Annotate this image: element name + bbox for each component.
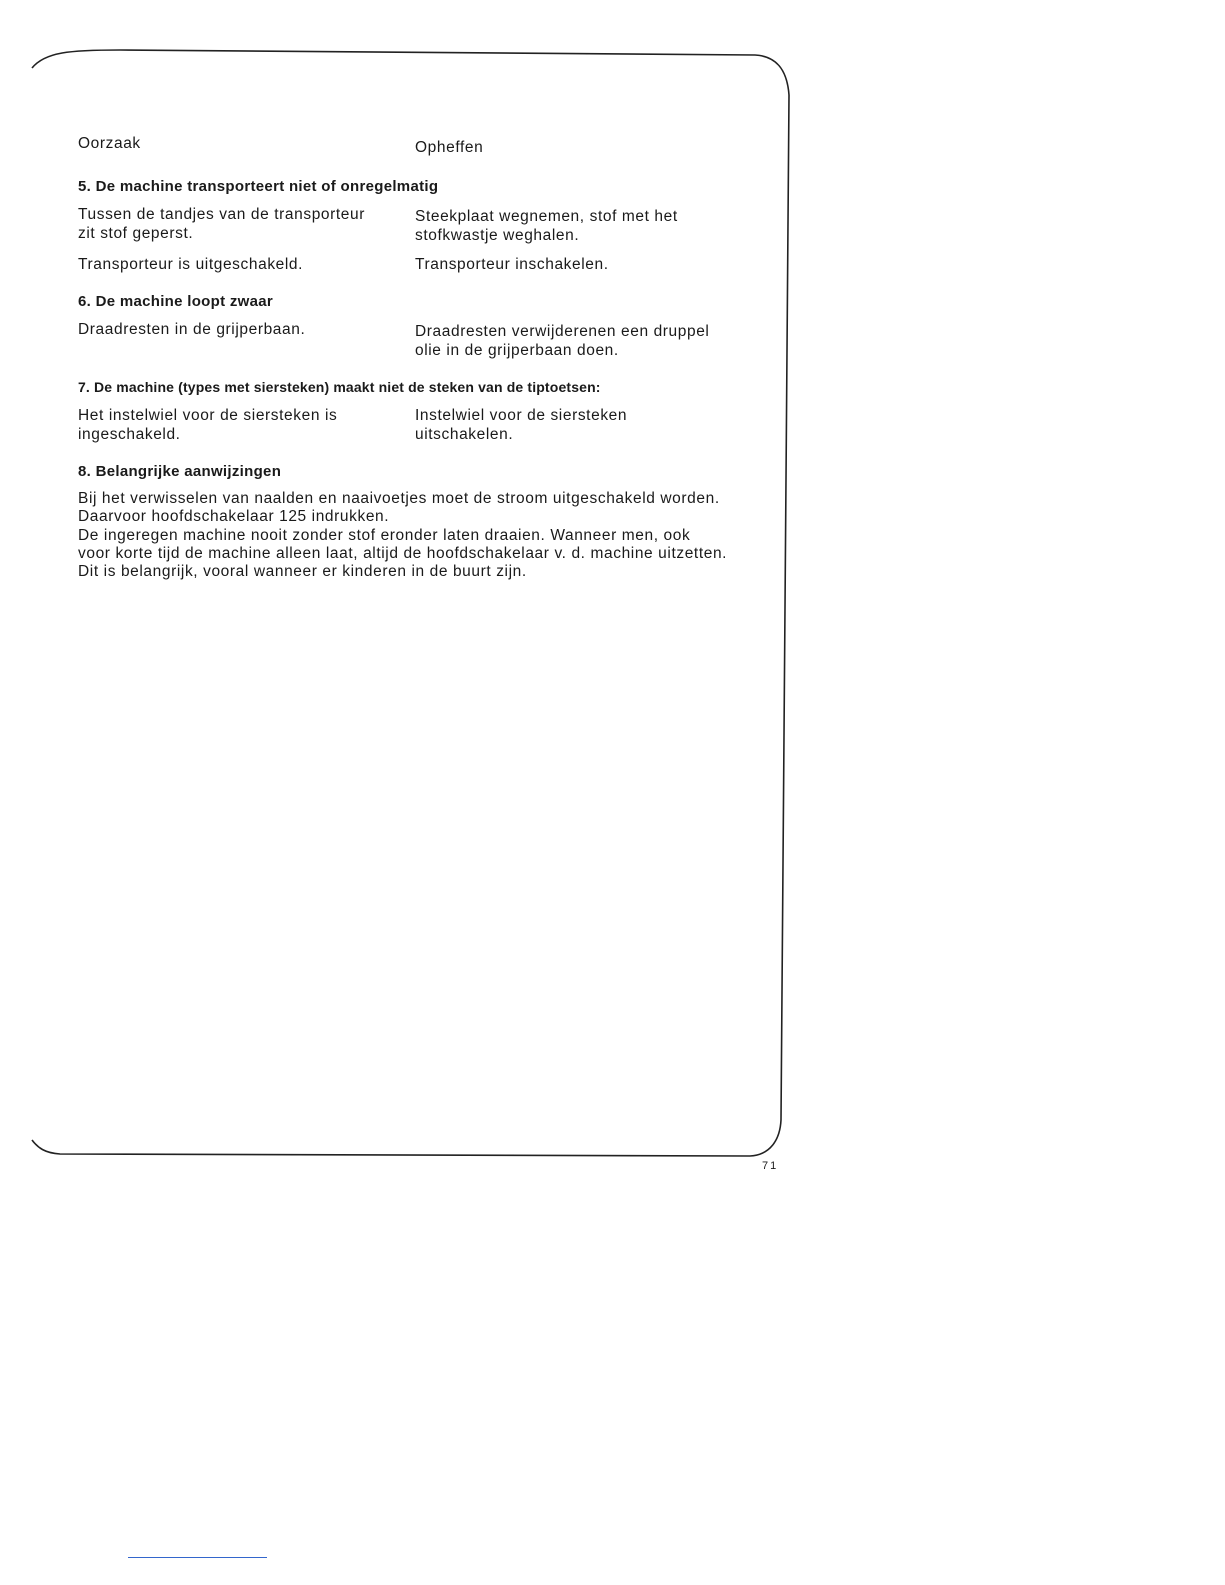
remedy-column-heading: Opheffen xyxy=(415,139,484,156)
paragraph-line: Daarvoor hoofdschakelaar 125 indrukken. xyxy=(78,508,390,526)
section-5-item-1 xyxy=(78,205,778,245)
remedy-line: Instelwiel voor de siersteken xyxy=(415,407,628,424)
cause-line: zit stof geperst. xyxy=(78,225,194,242)
cause-line: Draadresten in de grijperbaan. xyxy=(78,321,306,338)
cause-column-heading: Oorzaak xyxy=(78,135,141,152)
section-7-item-1 xyxy=(78,406,778,444)
cause-line: Tussen de tandjes van de transporteur xyxy=(78,206,366,223)
page-number: 71 xyxy=(762,1160,779,1172)
section-6-item-1 xyxy=(78,320,778,360)
remedy-line: olie in de grijperbaan doen. xyxy=(415,342,619,359)
column-header xyxy=(78,134,778,157)
remedy-line: Steekplaat wegnemen, stof met het xyxy=(415,208,678,225)
remedy-line: stofkwastje weghalen. xyxy=(415,227,580,244)
section-8-title: 8. Belangrijke aanwijzingen xyxy=(78,463,282,480)
remedy-line: Draadresten verwijderenen een druppel xyxy=(415,323,710,340)
troubleshooting-content xyxy=(78,130,778,581)
cause-line: ingeschakeld. xyxy=(78,426,181,443)
section-7-title: 7. De machine (types met siersteken) maakt niet de steken van de tiptoetsen: xyxy=(78,379,601,395)
paragraph-line: Bij het verwisselen van naalden en naaivoetjes moet de stroom uitgeschakeld worden. xyxy=(78,490,720,507)
paragraph-line: De ingeregen machine nooit zonder stof eronder laten draaien. Wanneer men, ook xyxy=(78,526,691,544)
section-6-title: 6. De machine loopt zwaar xyxy=(78,293,274,310)
link-underline xyxy=(128,1557,267,1558)
section-5-item-2 xyxy=(78,255,778,274)
cause-line: Het instelwiel voor de siersteken is xyxy=(78,407,338,424)
remedy-line: Transporteur inschakelen. xyxy=(415,256,609,273)
cause-line: Transporteur is uitgeschakeld. xyxy=(78,256,304,273)
remedy-line: uitschakelen. xyxy=(415,426,514,443)
important-notes-paragraph xyxy=(78,490,778,581)
paragraph-line: Dit is belangrijk, vooral wanneer er kinderen in de buurt zijn. xyxy=(78,563,527,581)
paragraph-line: voor korte tijd de machine alleen laat, altijd de hoofdschakelaar v. d. machine uitzetten. xyxy=(78,544,728,562)
section-5-title: 5. De machine transporteert niet of onregelmatig xyxy=(78,178,439,195)
